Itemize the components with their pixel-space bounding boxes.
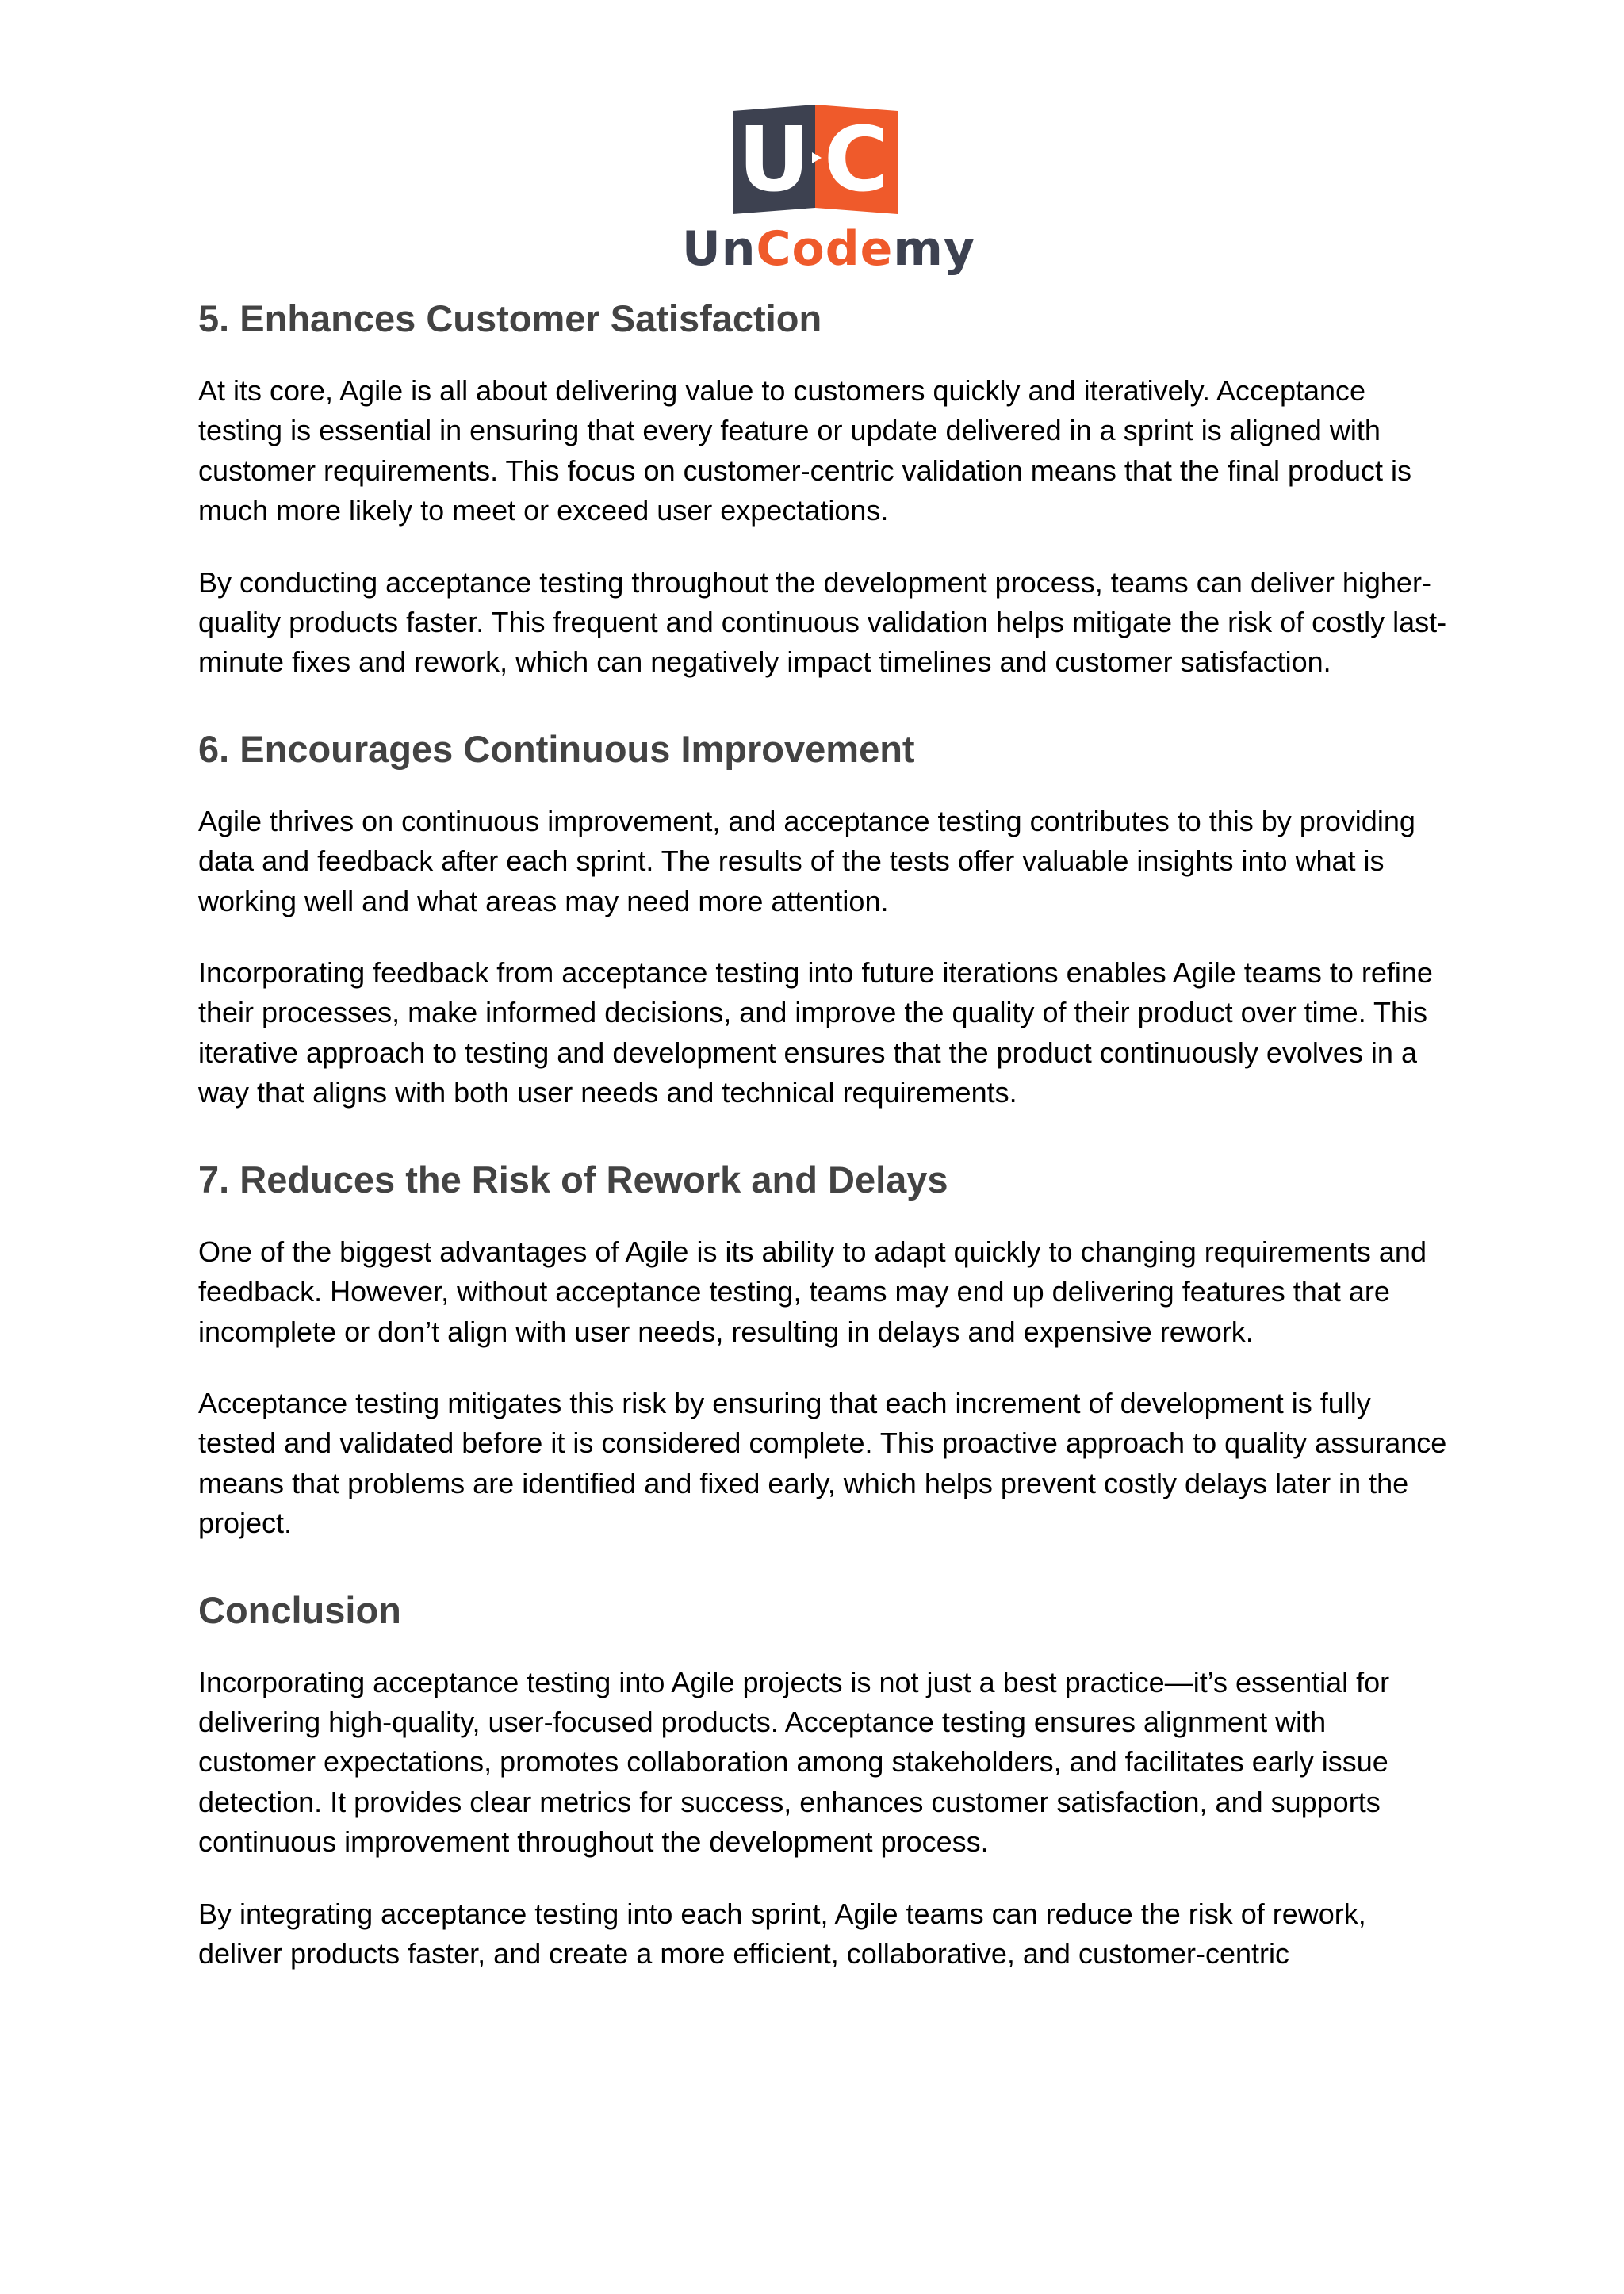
- paragraph: Agile thrives on continuous improvement, and acceptance testing contributes to this by providing data and feedback after each sprint. The results of the tests offer valuable insights into what is working well and what areas may need more attention.: [198, 804, 1415, 917]
- logo-wordmark: [682, 221, 975, 277]
- paragraph: At its core, Agile is all about delivering value to customers quickly and iteratively. Acceptance testing is essential in ensuring that every feature or update delivered in a sprint is aligned with customer requirements. This focus on customer-centric validation means that the final product is much more likely to meet or exceed user expectations.: [198, 374, 1412, 527]
- section-rework-delays: [198, 1155, 1451, 1544]
- wordmark-un: Un: [682, 221, 756, 277]
- paragraph: Incorporating feedback from acceptance testing into future iterations enables Agile teams to refine their processes, make informed decisions, and improve the quality of their product over time. This iterative approach to testing and development ensures that the product continuously evolves in a way that aligns with both user needs and technical requirements.: [198, 956, 1433, 1109]
- section-conclusion: [198, 1585, 1451, 1974]
- paragraph: One of the biggest advantages of Agile is its ability to adapt quickly to changing requirements and feedback. However, without acceptance testing, teams may end up delivering features that are incomplete or don’t align with user needs, resulting in delays and expensive rework.: [198, 1235, 1427, 1348]
- section-heading: 7. Reduces the Risk of Rework and Delays: [198, 1158, 948, 1201]
- section-customer-satisfaction: [198, 293, 1451, 683]
- paragraph: Incorporating acceptance testing into Agile projects is not just a best practice—it’s essential for delivering high-quality, user-focused products. Acceptance testing ensures alignment with customer expectations, promotes collaboration among stakeholders, and facilitates early issue detection. It provides clear metrics for success, enhances customer satisfaction, and supports continuous improvement throughout the development process.: [198, 1665, 1390, 1859]
- section-heading: Conclusion: [198, 1588, 401, 1631]
- section-heading: 5. Enhances Customer Satisfaction: [198, 297, 822, 339]
- logo-mark-letter-c: C: [823, 109, 890, 212]
- section-continuous-improvement: [198, 724, 1451, 1113]
- paragraph: By conducting acceptance testing throughout the development process, teams can deliver higher-quality products faster. This frequent and continuous validation helps mitigate the risk of costly last-minute fixes and rework, which can negatively impact timelines and customer satisfaction.: [198, 565, 1447, 679]
- paragraph: By integrating acceptance testing into each sprint, Agile teams can reduce the risk of rework, deliver products faster, and create a more efficient, collaborative, and customer-centric: [198, 1897, 1366, 1970]
- document-body: [198, 293, 1451, 1974]
- wordmark-my: my: [893, 221, 975, 277]
- logo-mark-letter-u: U: [737, 109, 810, 212]
- section-heading: 6. Encourages Continuous Improvement: [198, 727, 915, 770]
- uncodemy-logo: [682, 105, 975, 279]
- paragraph: Acceptance testing mitigates this risk by ensuring that each increment of development is fully tested and validated before it is considered complete. This proactive approach to quality assurance means that problems are identified and fixed early, which helps prevent costly delays later in the project.: [198, 1386, 1447, 1540]
- uc-logo-mark-icon: [733, 105, 898, 214]
- wordmark-code: Code: [756, 221, 894, 277]
